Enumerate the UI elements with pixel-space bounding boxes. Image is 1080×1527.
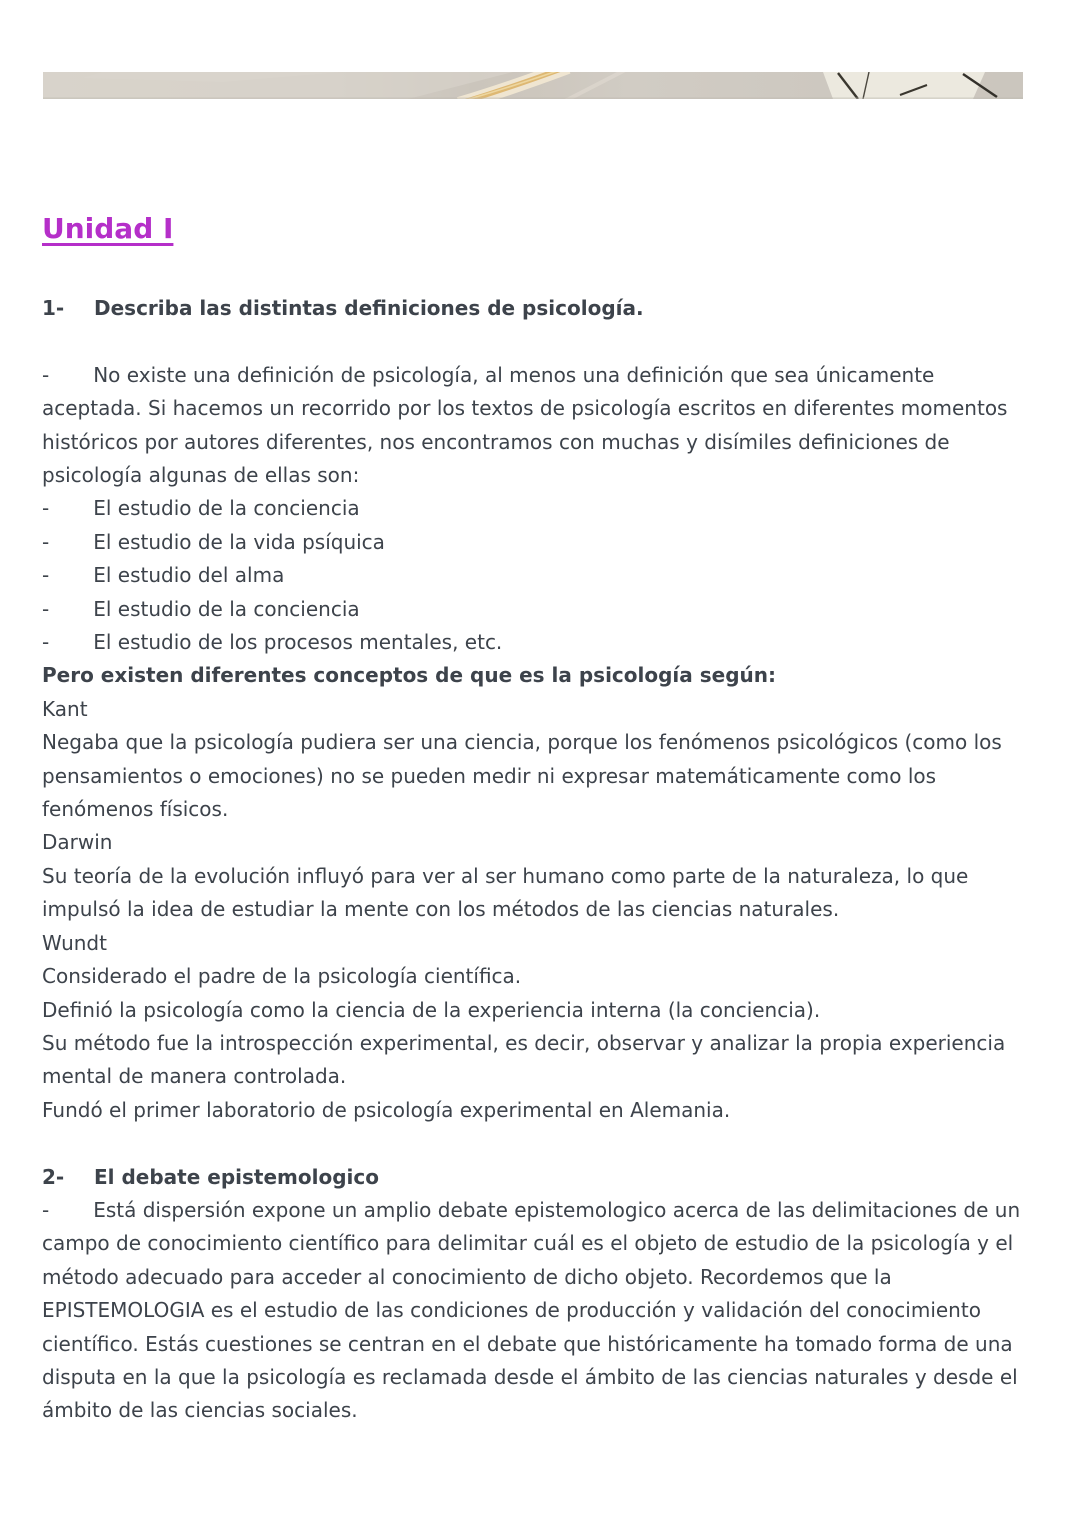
blank-line <box>42 1127 1030 1160</box>
dash-marker: - <box>42 596 50 621</box>
definition-list-item-5 <box>42 626 1030 659</box>
epistemology-paragraph <box>42 1194 1030 1428</box>
question-heading-1-text: Describa las distintas definiciones de psicología. <box>94 296 644 320</box>
answer-intro-text: No existe una definición de psicología, al menos una definición que sea únicamente aceptada. Si hacemos un recorrido por los textos de psicología escritos en diferentes momentos históricos por autores diferentes, nos encontramos con muchas y disímiles definiciones de psicología algunas de ellas son: <box>42 362 1008 488</box>
definition-text-5: El estudio de los procesos mentales, etc. <box>93 630 503 655</box>
definition-text-1: El estudio de la conciencia <box>93 496 360 521</box>
wundt-line-4: Fundó el primer laboratorio de psicología experimental en Alemania. <box>42 1097 731 1122</box>
marble-banner-graphic <box>43 72 1023 99</box>
wundt-line-3: Su método fue la introspección experimental, es decir, observar y analizar la propia experiencia mental de manera controlada. <box>42 1030 1006 1089</box>
darwin-description: Su teoría de la evolución influyó para ver al ser humano como parte de la naturaleza, lo que impulsó la idea de estudiar la mente con los métodos de las ciencias naturales. <box>42 863 969 922</box>
question-number-2: 2- <box>42 1164 65 1189</box>
dash-marker: - <box>42 529 50 554</box>
author-name-kant: Kant <box>42 696 88 721</box>
authors-intro-line: Pero existen diferentes conceptos de que es la psicología según: <box>42 663 777 688</box>
document-body <box>42 212 1030 1428</box>
definition-list-item-3 <box>42 559 1030 592</box>
dash-marker: - <box>42 362 50 387</box>
question-heading-2 <box>42 1161 1030 1194</box>
author-name-wundt: Wundt <box>42 930 107 955</box>
definition-text-4: El estudio de la conciencia <box>93 596 360 621</box>
question-heading-2-text: El debate epistemologico <box>94 1164 379 1189</box>
definition-list-item-1 <box>42 492 1030 525</box>
decorative-header-image <box>43 72 1023 99</box>
dash-marker: - <box>42 563 50 588</box>
definition-text-3: El estudio del alma <box>93 563 285 588</box>
question-heading-1 <box>42 292 1030 325</box>
definition-text-2: El estudio de la vida psíquica <box>93 529 385 554</box>
epistemology-text: Está dispersión expone un amplio debate epistemologico acerca de las delimitaciones de un campo de conocimiento científico para delimitar cuál es el objeto de estudio de la psicología y el método adecuado para acceder al conocimiento de dicho objeto. Recordemos que la EPISTEMOLOGIA es el estudio de las condiciones de producción y validación del conocimiento científico. Estás cuestiones se centran en el debate que históricamente ha tomado forma de una disputa en la que la psicología es reclamada desde el ámbito de las ciencias naturales y desde el ámbito de las ciencias sociales. <box>42 1197 1021 1423</box>
dash-marker: - <box>42 630 50 655</box>
question-number-1: 1- <box>42 296 65 320</box>
kant-description: Negaba que la psicología pudiera ser una ciencia, porque los fenómenos psicológicos (como los pensamientos o emociones) no se pueden medir ni expresar matemáticamente como los fenómenos físicos. <box>42 730 1002 822</box>
definition-list-item-4 <box>42 593 1030 626</box>
author-name-darwin: Darwin <box>42 830 113 855</box>
definition-list-item-2 <box>42 526 1030 559</box>
dash-marker: - <box>42 496 50 521</box>
page-title <box>42 212 1030 246</box>
dash-marker: - <box>42 1197 50 1222</box>
page-title-text: Unidad I <box>42 212 174 245</box>
wundt-line-1: Considerado el padre de la psicología científica. <box>42 964 522 989</box>
wundt-line-2: Definió la psicología como la ciencia de la experiencia interna (la conciencia). <box>42 997 821 1022</box>
answer-intro-paragraph <box>42 359 1030 493</box>
